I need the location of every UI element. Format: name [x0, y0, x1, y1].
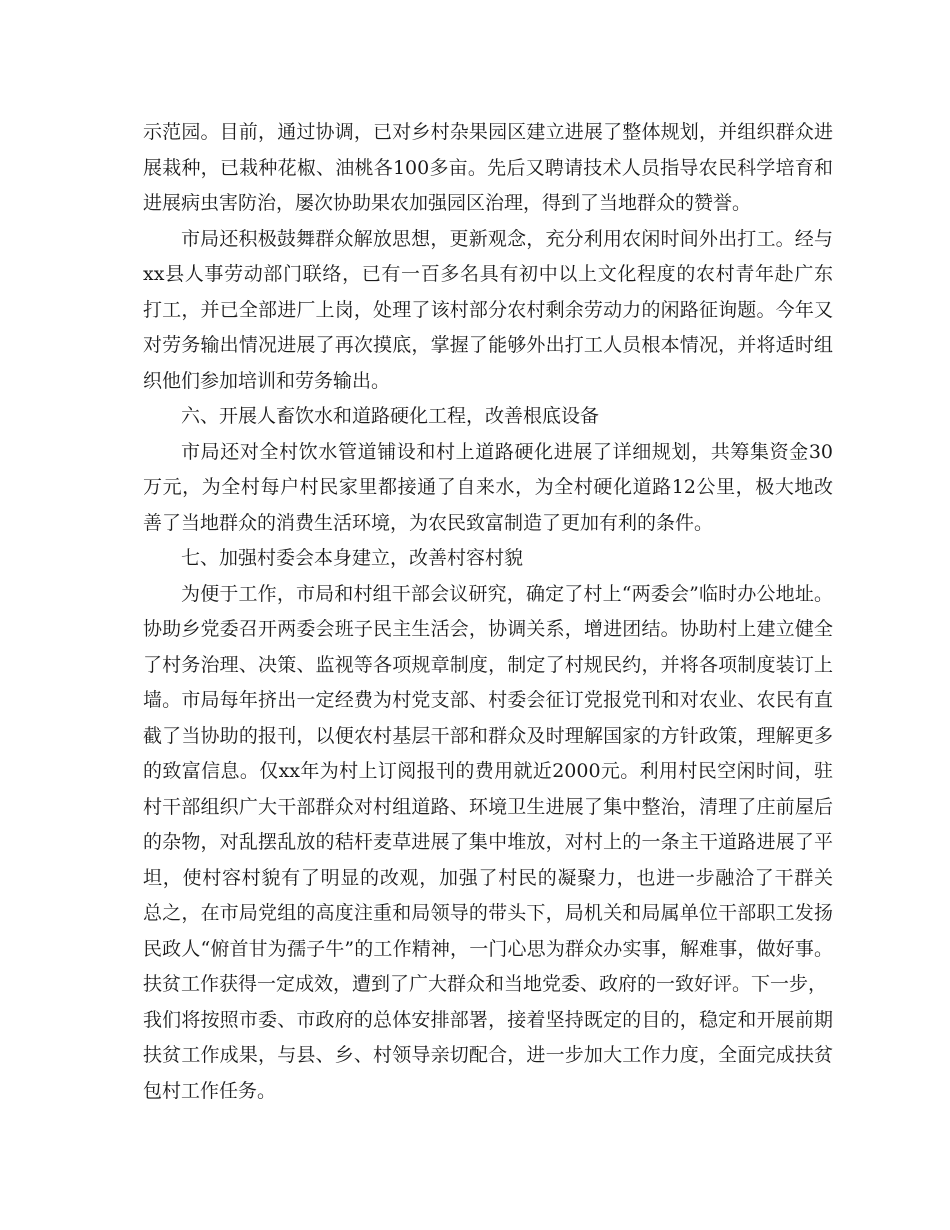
paragraph-line: 截了当协助的报刊，以便农村基层干部和群众及时理解国家的方针政策，理解更多 [143, 724, 833, 747]
paragraph-line: 进展病虫害防治，屡次协助果农加强园区治理，得到了当地群众的赞誉。 [143, 192, 752, 214]
paragraph-line: 示范园。目前，通过协调，已对乡村杂果园区建立进展了整体规划，并组织群众进 [143, 121, 833, 143]
paragraph-first-line: 七、加强村委会本身建立，改善村容村貌 [181, 547, 524, 569]
paragraph-first-line: 六、开展人畜饮水和道路硬化工程，改善根底设备 [181, 405, 600, 427]
paragraph-line: 了村务治理、决策、监视等各项规章制度，制定了村规民约，并将各项制度装订上 [143, 653, 833, 676]
paragraph-line: 坦，使村容村貌有了明显的改观，加强了村民的凝聚力，也进一步融洽了干群关 [143, 866, 833, 889]
paragraph-line: 的致富信息。仅xx年为村上订阅报刊的费用就近2000元。利用村民空闲时间，驻 [143, 760, 833, 782]
paragraph-first-line: 市局还对全村饮水管道铺设和村上道路硬化进展了详细规划，共筹集资金30 [181, 440, 833, 463]
paragraph-line: 墙。市局每年挤出一定经费为村党支部、村委会征订党报党刊和对农业、农民有直 [143, 689, 833, 711]
paragraph-line: 展栽种，已栽种花椒、油桃各100多亩。先后又聘请技术人员指导农民科学培育和 [143, 156, 833, 179]
document-body [143, 115, 833, 1109]
paragraph-line: 对劳务输出情况进展了再次摸底，掌握了能够外出打工人员根本情况，并将适时组 [143, 334, 833, 356]
paragraph-line: 村干部组织广大干部群众对村组道路、环境卫生进展了集中整治，清理了庄前屋后 [143, 795, 833, 818]
paragraph-line: 扶贫工作成果，与县、乡、村领导亲切配合，进一步加大工作力度，全面完成扶贫 [143, 1044, 833, 1066]
paragraph-line: xx县人事劳动部门联络，已有一百多名具有初中以上文化程度的农村青年赴广东 [143, 263, 833, 285]
paragraph-line: 打工，并已全部进厂上岗，处理了该村部分农村剩余劳动力的闲路征询题。今年又 [143, 298, 833, 321]
paragraph-line: 我们将按照市委、市政府的总体安排部署，接着坚持既定的目的，稳定和开展前期 [143, 1008, 833, 1031]
paragraph-first-line: 市局还积极鼓舞群众解放思想，更新观念，充分利用农闲时间外出打工。经与 [181, 227, 833, 250]
paragraph-line: 织他们参加培训和劳务输出。 [143, 369, 391, 392]
paragraph-line: 总之，在市局党组的高度注重和局领导的带头下，局机关和局属单位干部职工发扬 [143, 902, 833, 924]
paragraph-line: 民政人“俯首甘为孺子牛”的工作精神，一门心思为群众办实事，解难事，做好事。 [143, 937, 833, 960]
paragraph-line: 的杂物，对乱摆乱放的秸杆麦草进展了集中堆放，对村上的一条主干道路进展了平 [143, 831, 833, 853]
paragraph-first-line: 为便于工作，市局和村组干部会议研究，确定了村上“两委会”临时办公地址。 [181, 582, 833, 605]
paragraph-line: 善了当地群众的消费生活环境，为农民致富制造了更加有利的条件。 [143, 511, 714, 534]
paragraph-line: 万元，为全村每户村民家里都接通了自来水，为全村硬化道路12公里，极大地改 [143, 476, 833, 498]
paragraph-line: 包村工作任务。 [143, 1079, 277, 1102]
paragraph-line: 协助乡党委召开两委会班子民主生活会，协调关系，增进团结。协助村上建立健全 [143, 618, 833, 640]
paragraph-line: 扶贫工作获得一定成效，遭到了广大群众和当地党委、政府的一致好评。下一步， [143, 973, 828, 995]
